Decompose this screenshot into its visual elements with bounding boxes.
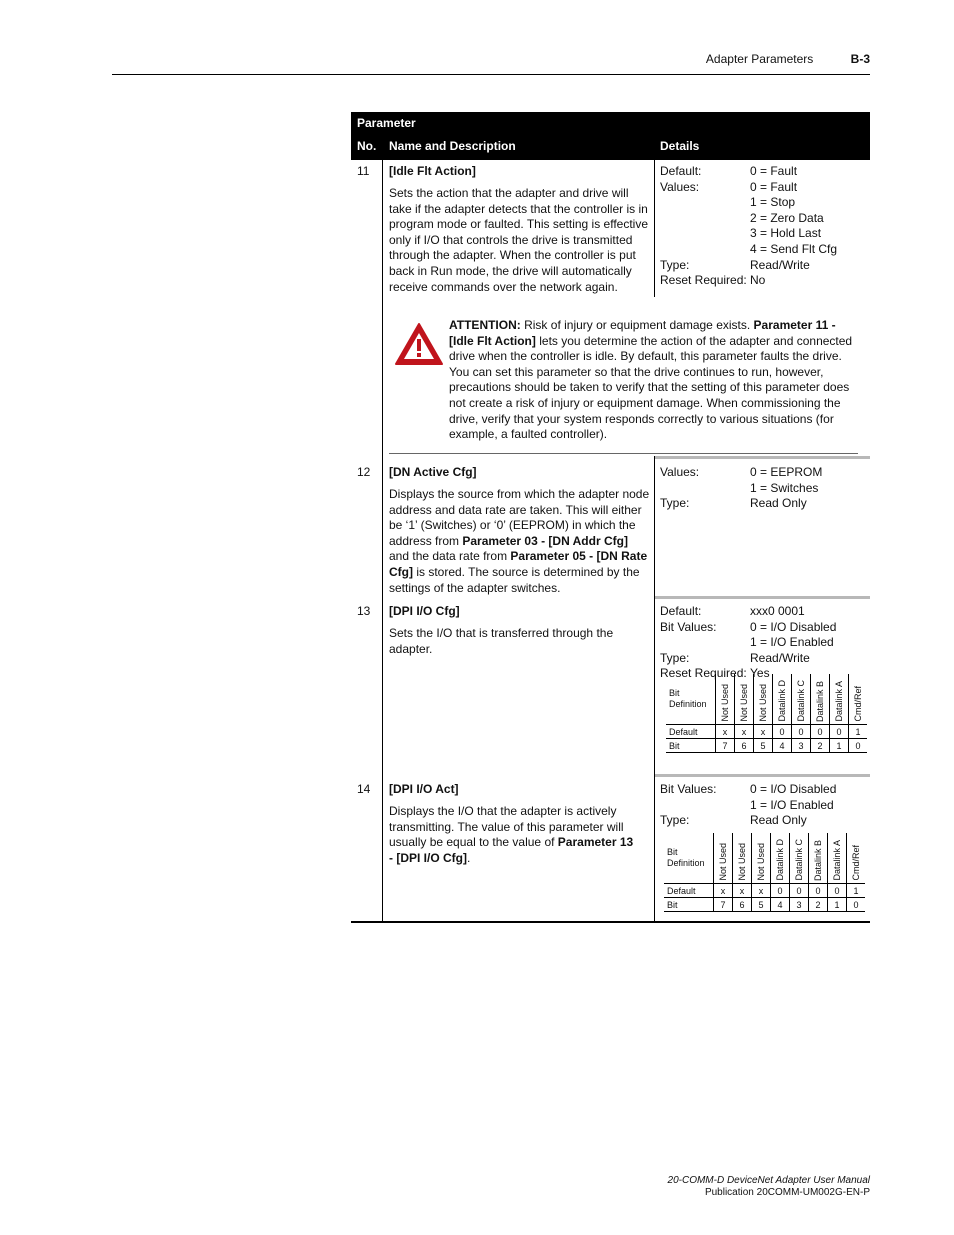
header-no: No. xyxy=(357,139,377,153)
bit-row: Bit 7 6 5 4 3 2 1 0 xyxy=(664,898,865,912)
param-description: Displays the I/O that the adapter is actively transmitting. The value of this parameter will usually be equal to the value of Parameter 13 - [DPI I/O Cfg]. xyxy=(389,804,634,865)
running-header xyxy=(706,52,870,66)
header-name-description: Name and Description xyxy=(389,139,516,153)
header-parameter: Parameter xyxy=(357,116,416,130)
param-row-12: 12 [DN Active Cfg] Displays the source from which the adapter node address and data rate are taken. This will either be ‘1’ (Switches) or ‘0’ (EEPROM) in which the address from Parameter 03 - [DN Addr Cfg] and the data rate from Parameter 05 - [DN Rate Cfg] is stored. The source is determined by the settings of the adapter switches. Values: 0 = EEPROM 1 = Switches Type: Read Only xyxy=(351,456,870,596)
param-name: [DPI I/O Cfg] xyxy=(389,604,460,618)
section-title: Adapter Parameters xyxy=(705,52,814,66)
param-row-11: 11 [Idle Flt Action] Sets the action that the adapter and drive will take if the adapter detects that the controller is in program mode or faulted. This setting is effective only if I/O that controls the drive is transmitted through the adapter. When the controller is put back in Run mode, the drive will automatically receive commands over the network again. Default: 0 = Fault Values: 0 = Fault 1 = Stop 2 = Zero Data 3 = Hold Last 4 = Send Flt Cfg Type: Read/Write Reset Required: No ATTENTION: Risk of injury or equipment damage exists. Parameter 11 - [Idle Flt Action] lets you determine the action of the adapter and connected drive when the controller is idle. By default, this parameter faults the drive. You can set this parameter so that the drive continues to run, however, precautions should be taken to verify that the setting of this parameter does not create a risk of injury or equipment damage. When commissioning the drive, verify that your system responds correctly to various situations (for example, a faulted controller). xyxy=(351,160,870,456)
bit-definition-table: Bit Definition Not Used Not Used Not Used Datalink D Datalink C Datalink B Datalink A Cmd/Ref Default x x x 0 0 0 0 1 Bit 7 6 5 4 3 2 1 0 xyxy=(664,833,865,912)
parameter-table xyxy=(351,112,870,923)
param-number: 12 xyxy=(357,465,371,479)
param-description: Displays the source from which the adapter node address and data rate are taken. This will either be ‘1’ (Switches) or ‘0’ (EEPROM) in which the address from Parameter 03 - [DN Addr Cfg] and the data rate from Parameter 05 - [DN Rate Cfg] is stored. The source is determined by the settings of the adapter switches. xyxy=(389,487,650,595)
param-row-13: 13 [DPI I/O Cfg] Sets the I/O that is transferred through the adapter. Default: xxx0 0001 Bit Values: 0 = I/O Disabled 1 = I/O Enabled Type: Read/Write Reset Required: Yes Bit Definition Not Used Not Used Not Used Datalink D Datalink C Datalink B Datalink A Cmd/Ref Default x x x 0 0 0 0 1 Bit 7 6 5 4 3 2 1 0 xyxy=(351,596,870,774)
default-row: Default x x x 0 0 0 0 1 xyxy=(666,725,867,739)
param-description: Sets the action that the adapter and drive will take if the adapter detects that the controller is in program mode or faulted. This setting is effective only if I/O that controls the drive is transmitted through the adapter. When the controller is put back in Run mode, the drive will automatically receive commands over the network again. xyxy=(389,186,649,294)
table-header xyxy=(351,112,870,160)
param-number: 13 xyxy=(357,604,371,618)
param-name: [DN Active Cfg] xyxy=(389,465,477,479)
page-number: B-3 xyxy=(850,52,870,66)
param-row-14: 14 [DPI I/O Act] Displays the I/O that the adapter is actively transmitting. The value of this parameter will usually be equal to the value of Parameter 13 - [DPI I/O Cfg]. Bit Values: 0 = I/O Disabled 1 = I/O Enabled Type: Read Only Bit Definition Not Used Not Used Not Used Datalink D Datalink C Datalink B Datalink A Cmd/Ref Default x x x 0 0 0 0 1 Bit 7 6 5 4 3 2 1 0 xyxy=(351,774,870,923)
default-row: Default x x x 0 0 0 0 1 xyxy=(664,884,865,898)
attention-box xyxy=(389,312,858,454)
manual-title: 20-COMM-D DeviceNet Adapter User Manual xyxy=(667,1175,870,1186)
header-rule xyxy=(112,74,870,75)
table-bottom-rule xyxy=(351,921,870,923)
param-name: [Idle Flt Action] xyxy=(389,164,476,178)
warning-triangle-icon xyxy=(394,322,444,366)
attention-text: ATTENTION: Risk of injury or equipment damage exists. Parameter 11 - [Idle Flt Action] lets you determine the action of the adapter and connected drive when the controller is idle. By default, this parameter faults the drive. You can set this parameter so that the drive continues to run, however, precautions should be taken to verify that the setting of this parameter does not create a risk of injury or equipment damage. When commissioning the drive, verify that your system responds correctly to various situations (for example, a faulted controller). xyxy=(449,318,853,442)
param-name: [DPI I/O Act] xyxy=(389,782,459,796)
bit-row: Bit 7 6 5 4 3 2 1 0 xyxy=(666,739,867,753)
bit-definition-label: Bit Definition xyxy=(669,688,707,709)
bit-definition-label: Bit Definition xyxy=(667,847,705,868)
param-description: Sets the I/O that is transferred through the adapter. xyxy=(389,626,614,656)
header-details: Details xyxy=(660,139,700,153)
publication-number: Publication 20COMM-UM002G-EN-P xyxy=(704,1187,870,1198)
bit-definition-table: Bit Definition Not Used Not Used Not Used Datalink D Datalink C Datalink B Datalink A Cmd/Ref Default x x x 0 0 0 0 1 Bit 7 6 5 4 3 2 1 0 xyxy=(666,674,867,753)
page-footer xyxy=(668,1175,870,1199)
param-number: 14 xyxy=(357,782,371,796)
param-number: 11 xyxy=(357,164,370,178)
